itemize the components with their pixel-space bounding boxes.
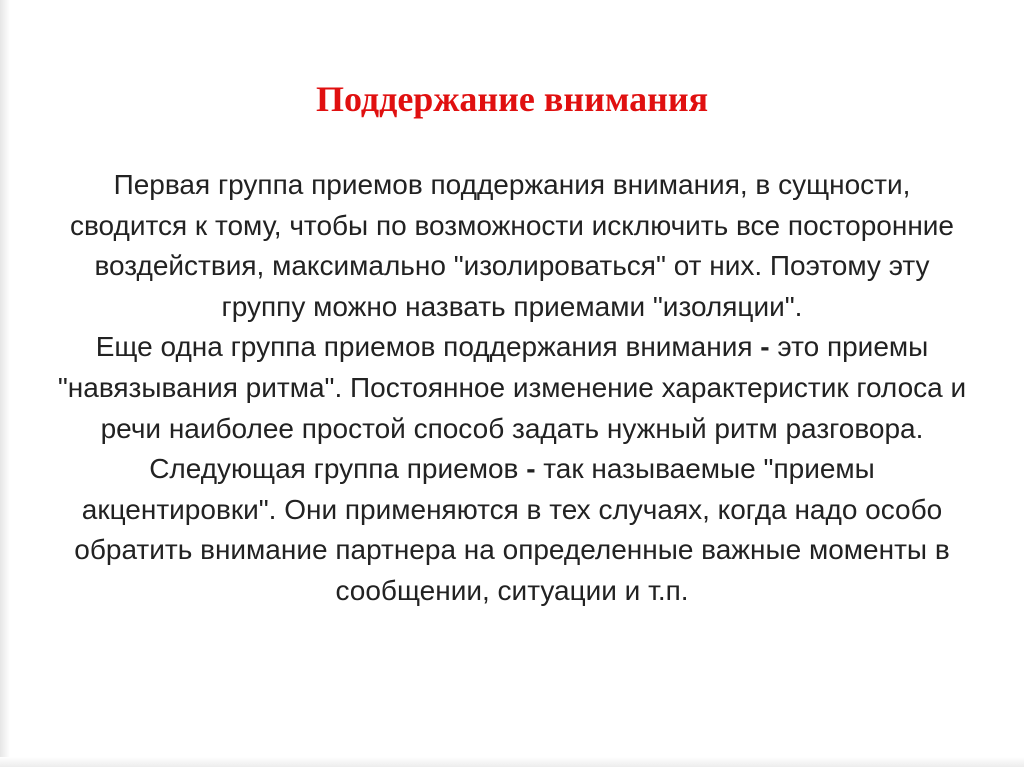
paragraph-accent-dash: - — [526, 453, 536, 485]
paragraph-rhythm — [52, 327, 972, 449]
paragraph-rhythm-end: это приемы "навязывания ритма". Постоянное изменение характеристик голоса и речи наиболее простой способ задать нужный ритм разговора. — [57, 331, 967, 444]
paragraph-accent — [52, 449, 972, 611]
paragraph-isolation: Первая группа приемов поддержания внимания, в сущности, сводится к тому, чтобы по возможности исключить все посторонние воздействия, максимально "изолироваться" от них. Поэтому эту группу можно назвать приемами "изоляции". — [69, 169, 955, 322]
paragraph-accent-end: так называемые "приемы акцентировки". Они применяются в тех случаях, когда надо особо обратить внимание партнера на определенные важные моменты в сообщении, ситуации и т.п. — [74, 453, 950, 606]
paragraph-rhythm-dash: - — [760, 331, 770, 363]
bottom-shade-decoration — [0, 757, 1024, 767]
paragraph-accent-start: Следующая группа приемов — [149, 453, 527, 485]
paragraph-rhythm-start: Еще одна группа приемов поддержания внимания — [95, 331, 761, 363]
slide-body — [52, 165, 972, 612]
slide-title: Поддержание внимания — [315, 79, 709, 119]
